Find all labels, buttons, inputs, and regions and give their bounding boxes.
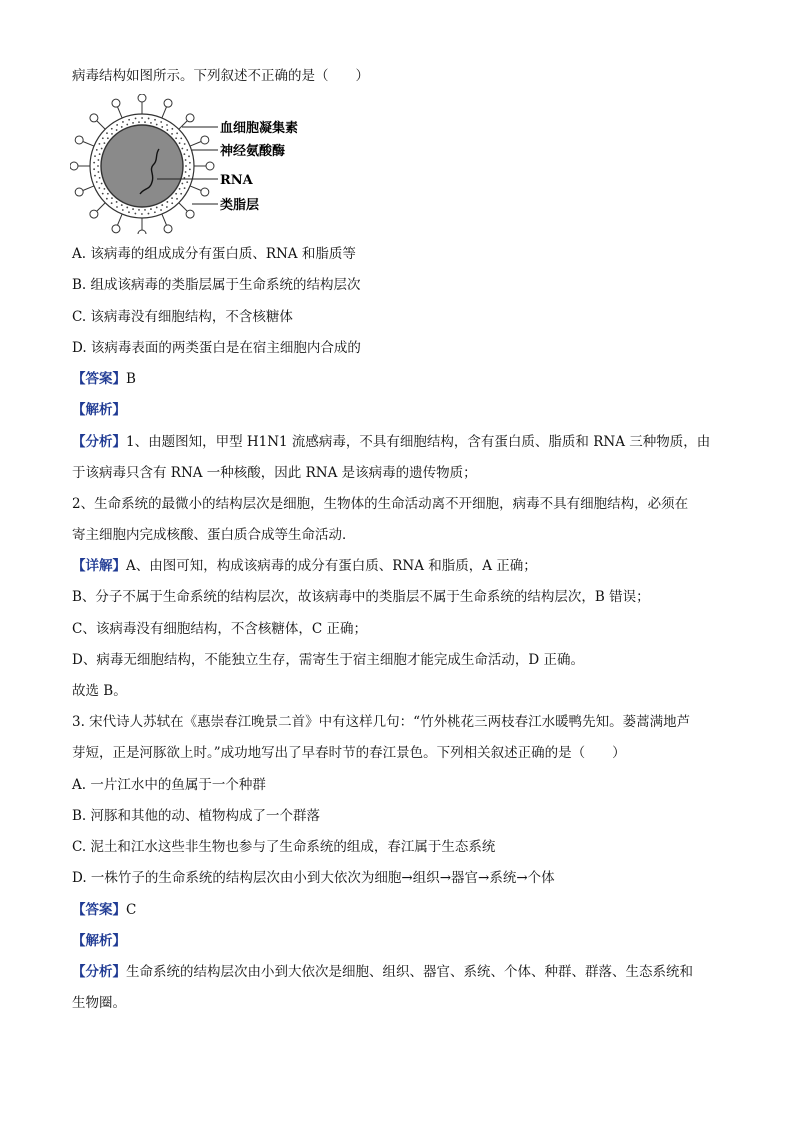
lipid-dot [116, 129, 118, 131]
lipid-dot [99, 153, 101, 155]
analysis-tag: 【解析】 [72, 402, 126, 418]
q2-analysis-1a [72, 432, 710, 452]
q3-option-d: D. 一株竹子的生命系统的结构层次由小到大依次为细胞→组织→器官→系统→个体 [72, 870, 555, 886]
lipid-dot [104, 188, 106, 190]
lipid-dot [101, 148, 103, 150]
lipid-dot [175, 193, 177, 195]
lipid-dot [176, 132, 178, 134]
lipid-dot [171, 197, 173, 199]
q2-option-a: A. 该病毒的组成成分有蛋白质、RNA 和脂质等 [72, 246, 356, 262]
q2-analysis-heading [72, 400, 126, 420]
lipid-dot [121, 204, 123, 206]
label-hemagglutinin: 血细胞凝集素 [220, 121, 299, 136]
lipid-dot [166, 124, 168, 126]
spike-stalk [162, 214, 167, 225]
lipid-dot [166, 206, 168, 208]
answer-value: B [126, 371, 136, 387]
lipid-dot [97, 165, 99, 167]
spike-head [186, 210, 194, 218]
lipid-dot [116, 206, 118, 208]
q3-option-b: B. 河豚和其他的动、植物构成了一个群落 [72, 808, 321, 824]
lipid-dot [107, 137, 109, 139]
q3-option-c: C. 泥土和江水这些非生物也参与了生命系统的组成，春江属于生态系统 [72, 839, 496, 855]
spike-head [112, 99, 120, 107]
lipid-dot [134, 213, 136, 215]
q2-analysis-1b: 于该病毒只含有 RNA 一种核酸，因此 RNA 是该病毒的遗传物质； [72, 465, 477, 481]
q3-answer [72, 900, 136, 920]
spike-stalk [179, 121, 187, 129]
lipid-dot [180, 193, 182, 195]
lipid-dot [156, 207, 158, 209]
lipid-dot [126, 207, 128, 209]
answer-tag: 【答案】 [72, 902, 126, 918]
spike-stalk [83, 186, 94, 191]
q2-option-c: C. 该病毒没有细胞结构，不含核糖体 [72, 309, 293, 325]
q2-detail-d: D、病毒无细胞结构，不能独立生存，需寄生于宿主细胞才能完成生命活动，D 正确。 [72, 652, 584, 668]
virus-diagram [70, 94, 310, 234]
q3-stem-b: 芽短，正是河豚欲上时。”成功地写出了早春时节的春江景色。下列相关叙述正确的是（ ） [72, 745, 626, 761]
lipid-dot [171, 133, 173, 135]
lipid-dot [111, 128, 113, 130]
lipid-dot [102, 137, 104, 139]
lipid-dot [166, 129, 168, 131]
lipid-dot [150, 208, 152, 210]
analysis-text: 生命系统的结构层次由小到大依次是细胞、组织、器官、系统、个体、种群、群落、生态系统和 [126, 964, 693, 980]
analysis-head-tag: 【分析】 [72, 434, 126, 450]
lipid-dot [185, 165, 187, 167]
lipid-dot [102, 193, 104, 195]
spike-head [90, 114, 98, 122]
lipid-dot [171, 128, 173, 130]
lipid-dot [132, 122, 134, 124]
lipid-dot [111, 197, 113, 199]
lipid-dot [181, 183, 183, 185]
lipid-dot [183, 153, 185, 155]
lipid-dot [135, 118, 137, 120]
lipid-dot [141, 213, 143, 215]
lipid-dot [132, 208, 134, 210]
spike-head [75, 188, 83, 196]
spike-head [75, 136, 83, 144]
lipid-dot [126, 124, 128, 126]
lipid-dot [111, 133, 113, 135]
spike-stalk [118, 214, 123, 225]
spike-head [70, 162, 78, 170]
q2-option-d: D. 该病毒表面的两类蛋白是在宿主细胞内合成的 [72, 340, 361, 356]
lipid-dot [175, 137, 177, 139]
virus-structure-figure [70, 94, 310, 234]
detail-text: A、由图可知，构成该病毒的成分有蛋白质、RNA 和脂质，A 正确； [126, 558, 537, 574]
q3-analysis-heading [72, 931, 126, 951]
spike-head [186, 114, 194, 122]
lipid-dot [171, 202, 173, 204]
q2-analysis-2b: 寄主细胞内完成核酸、蛋白质合成等生命活动． [72, 527, 356, 543]
analysis-tag: 【解析】 [72, 933, 126, 949]
lipid-dot [96, 149, 98, 151]
lipid-dot [188, 155, 190, 157]
lipid-dot [185, 159, 187, 161]
lipid-dot [138, 209, 140, 211]
lipid-dot [128, 211, 130, 213]
lipid-dot [186, 181, 188, 183]
q2-answer [72, 369, 136, 389]
lipid-dot [156, 124, 158, 126]
label-neuraminidase: 神经氨酸酶 [220, 144, 286, 159]
detail-tag: 【详解】 [72, 558, 126, 574]
lipid-dot [106, 198, 108, 200]
lipid-dot [121, 126, 123, 128]
lipid-dot [188, 175, 190, 177]
lipid-dot [94, 155, 96, 157]
spike-head [201, 136, 209, 144]
answer-value: C [126, 902, 137, 918]
analysis-head-tag: 【分析】 [72, 964, 126, 980]
lipid-dot [116, 201, 118, 203]
lipid-dot [160, 209, 162, 211]
spike-stalk [118, 107, 123, 118]
lipid-dot [186, 149, 188, 151]
spike-stalk [190, 142, 201, 147]
lipid-dot [161, 126, 163, 128]
q2-conclusion: 故选 B。 [72, 683, 127, 699]
spike-stalk [97, 203, 105, 211]
q2-detail-a [72, 556, 537, 576]
lipid-dot [94, 175, 96, 177]
lipid-dot [101, 183, 103, 185]
lipid-dot [122, 209, 124, 211]
lipid-dot [93, 168, 95, 170]
answer-tag: 【答案】 [72, 371, 126, 387]
lipid-dot [148, 118, 150, 120]
spike-head [112, 225, 120, 233]
lipid-dot [144, 121, 146, 123]
q3-analysis-a [72, 962, 693, 982]
lipid-dot [189, 168, 191, 170]
lipid-dot [98, 171, 100, 173]
lipid-dot [128, 119, 130, 121]
lipid-dot [154, 119, 156, 121]
lipid-dot [144, 209, 146, 211]
lipid-dot [184, 143, 186, 145]
lipid-dot [106, 132, 108, 134]
q2-option-b: B. 组成该病毒的类脂层属于生命系统的结构层次 [72, 277, 361, 293]
lipid-dot [148, 213, 150, 215]
lipid-dot [179, 142, 181, 144]
lipid-dot [176, 198, 178, 200]
lipid-dot [141, 117, 143, 119]
lipid-dot [104, 142, 106, 144]
q3-stem-a: 3. 宋代诗人苏轼在《惠崇春江晚景二首》中有这样几句：“竹外桃花三两枝春江水暖鸭先知。蒌蒿满地芦 [72, 714, 691, 730]
lipid-dot [185, 171, 187, 173]
q2-detail-b: B、分子不属于生命系统的结构层次，故该病毒中的类脂层不属于生命系统的结构层次，B 错误； [72, 589, 650, 605]
lipid-dot [154, 211, 156, 213]
lipid-dot [93, 162, 95, 164]
lipid-dot [99, 177, 101, 179]
spike-head [138, 94, 146, 102]
spike-stalk [162, 107, 167, 118]
spike-head [206, 162, 214, 170]
lipid-dot [184, 187, 186, 189]
analysis-text: 1、由题图知，甲型 H1N1 流感病毒，不具有细胞结构，含有蛋白质、脂质和 RNA 三种物质，由 [126, 434, 711, 450]
lipid-dot [181, 148, 183, 150]
spike-stalk [179, 203, 187, 211]
lipid-dot [166, 201, 168, 203]
lipid-dot [98, 159, 100, 161]
spike-stalk [190, 186, 201, 191]
lipid-dot [99, 143, 101, 145]
lipid-dot [96, 181, 98, 183]
spike-head [138, 230, 146, 234]
label-lipid-layer: 类脂层 [220, 198, 260, 213]
lipid-dot [98, 187, 100, 189]
lipid-dot [107, 193, 109, 195]
lipid-dot [111, 202, 113, 204]
q2-detail-c: C、该病毒没有细胞结构，不含核糖体，C 正确； [72, 621, 367, 637]
spike-stalk [83, 142, 94, 147]
spike-head [164, 99, 172, 107]
q3-analysis-b: 生物圈。 [72, 995, 126, 1011]
q3-option-a: A. 一片江水中的鱼属于一个种群 [72, 777, 266, 793]
label-rna: RNA [220, 173, 253, 188]
virus-core [101, 125, 183, 207]
lipid-dot [122, 121, 124, 123]
spike-head [164, 225, 172, 233]
lipid-dot [161, 204, 163, 206]
lipid-dot [180, 137, 182, 139]
q2-analysis-2a: 2、生命系统的最微小的结构层次是细胞，生物体的生命活动离不开细胞，病毒不具有细胞结构，必须在 [72, 496, 689, 512]
spike-head [201, 188, 209, 196]
lipid-dot [160, 121, 162, 123]
lipid-dot [138, 121, 140, 123]
spike-head [90, 210, 98, 218]
lipid-dot [116, 124, 118, 126]
lipid-dot [179, 188, 181, 190]
spike-stalk [97, 121, 105, 129]
lipid-dot [189, 162, 191, 164]
q2-stem: 病毒结构如图所示。下列叙述不正确的是（ ） [72, 68, 369, 84]
lipid-dot [150, 122, 152, 124]
